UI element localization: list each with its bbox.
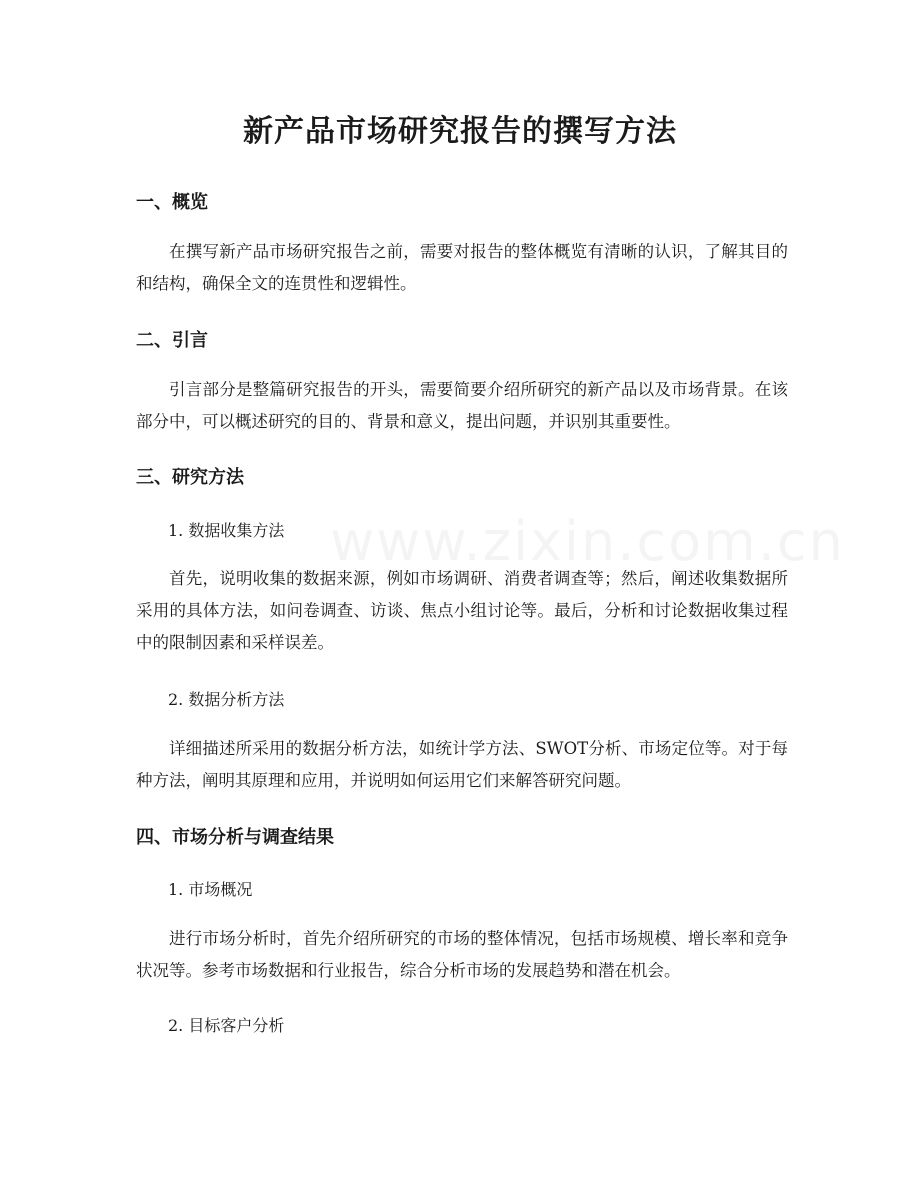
section-heading-overview: 一、概览 xyxy=(136,192,208,213)
section-heading-market-analysis: 四、市场分析与调查结果 xyxy=(136,827,334,848)
subsection-title-market-overview: 1. 市场概况 xyxy=(168,880,253,899)
subsection-title-target-customer: 2. 目标客户分析 xyxy=(168,1016,285,1035)
subsection-paragraph-market-overview: 进行市场分析时，首先介绍所研究的市场的整体情况，包括市场规模、增长率和竞争状况等。参考市场数据和行业报告，综合分析市场的发展趋势和潜在机会。 xyxy=(136,929,788,980)
section-heading-introduction: 二、引言 xyxy=(136,330,208,351)
subsection-title-data-collection: 1. 数据收集方法 xyxy=(168,521,285,540)
document-title: 新产品市场研究报告的撰写方法 xyxy=(243,114,677,149)
section-paragraph-overview: 在撰写新产品市场研究报告之前，需要对报告的整体概览有清晰的认识，了解其目的和结构，确保全文的连贯性和逻辑性。 xyxy=(136,242,788,293)
subsection-title-data-analysis: 2. 数据分析方法 xyxy=(168,690,285,709)
subsection-paragraph-data-analysis: 详细描述所采用的数据分析方法，如统计学方法、SWOT分析、市场定位等。对于每种方法，阐明其原理和应用，并说明如何运用它们来解答研究问题。 xyxy=(136,739,788,790)
subsection-paragraph-data-collection: 首先，说明收集的数据来源，例如市场调研、消费者调查等；然后，阐述收集数据所采用的具体方法，如问卷调查、访谈、焦点小组讨论等。最后，分析和讨论数据收集过程中的限制因素和采样误差。 xyxy=(136,569,788,652)
section-heading-methods: 三、研究方法 xyxy=(136,467,244,488)
section-paragraph-introduction: 引言部分是整篇研究报告的开头，需要简要介绍所研究的新产品以及市场背景。在该部分中，可以概述研究的目的、背景和意义，提出问题，并识别其重要性。 xyxy=(136,380,788,431)
